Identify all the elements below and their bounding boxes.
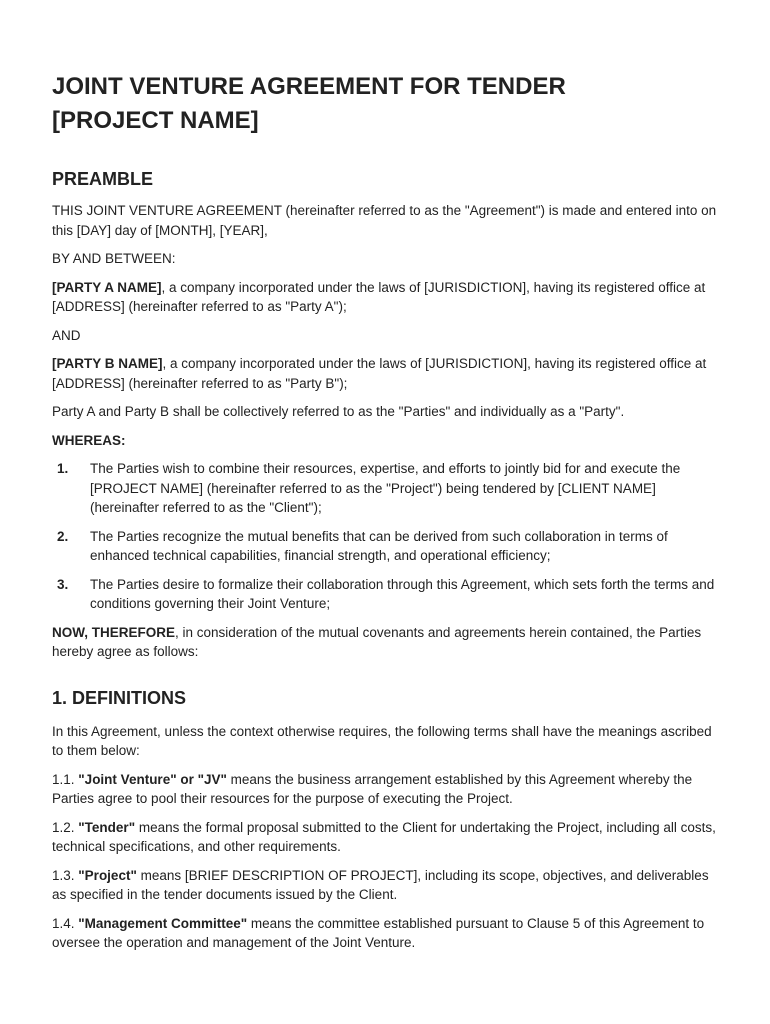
whereas-list [52,459,718,614]
definition-term: "Project" [78,867,137,883]
whereas-item [52,527,718,566]
party-b-name: [PARTY B NAME] [52,356,163,371]
document-title [52,70,718,138]
definition-text: means [BRIEF DESCRIPTION OF PROJECT], including its scope, objectives, and deliverables as specified in the tender documents issued by the Client. [52,867,709,902]
definitions-heading: 1. DEFINITIONS [52,687,187,708]
preamble-heading: PREAMBLE [52,169,154,189]
definition-item [52,914,718,953]
definition-text: means the committee established pursuant to Clause 5 of this Agreement to oversee the operation and management of the Joint Venture. [52,915,705,950]
now-therefore-text: , in consideration of the mutual covenants and agreements herein contained, the Parties hereby agree as follows: [52,624,702,659]
definition-text: means the business arrangement established by this Agreement whereby the Parties agree to pool their resources for the purpose of executing the Project. [52,771,693,806]
party-b-paragraph [52,354,718,393]
definition-number: 1.4. [52,915,79,931]
definition-term: "Joint Venture" or "JV" [78,771,227,787]
preamble-intro: THIS JOINT VENTURE AGREEMENT (hereinafter referred to as the "Agreement") is made and entered into on this [DAY] day of [MONTH], [YEAR], [52,203,717,238]
definition-item [52,866,718,905]
by-and-between: BY AND BETWEEN: [52,251,176,266]
whereas-item [52,459,718,518]
collective-definition: Party A and Party B shall be collectively referred to as the "Parties" and individually as a "Party". [52,404,625,419]
now-therefore-paragraph [52,623,718,662]
definition-term: "Management Committee" [78,915,248,931]
definition-item [52,818,718,857]
definition-text: means the formal proposal submitted to the Client for undertaking the Project, including all costs, technical specifications, and other requirements. [52,819,716,854]
whereas-item-text: The Parties wish to combine their resources, expertise, and efforts to jointly bid for and execute the [PROJECT NAME] (hereinafter referred to as the "Project") being tendered by [CLIENT NAME] (hereinafter referred to as the "Client"); [90,461,681,515]
whereas-item-number: 2. [57,528,69,544]
party-a-paragraph [52,278,718,317]
whereas-item [52,575,718,614]
and-separator: AND [52,327,81,343]
whereas-label: WHEREAS: [52,432,126,448]
definition-item [52,770,718,809]
party-a-text: , a company incorporated under the laws of [JURISDICTION], having its registered office at [ADDRESS] (hereinafter referred to as "Party A"); [52,279,706,314]
whereas-item-text: The Parties desire to formalize their collaboration through this Agreement, which sets forth the terms and conditions governing their Joint Venture; [90,576,715,611]
definition-number: 1.3. [52,867,79,883]
now-therefore-label: NOW, THEREFORE [52,624,176,640]
definition-number: 1.2. [52,819,79,835]
document-title-line-2: [PROJECT NAME] [52,107,259,134]
whereas-item-number: 3. [57,576,69,592]
whereas-item-number: 1. [57,461,69,476]
whereas-item-text: The Parties recognize the mutual benefits that can be derived from such collaboration in terms of enhanced technical capabilities, financial strength, and operational efficiency; [90,528,668,563]
party-a-name: [PARTY A NAME] [52,279,162,295]
definition-term: "Tender" [78,819,136,835]
party-b-text: , a company incorporated under the laws of [JURISDICTION], having its registered office at [ADDRESS] (hereinafter referred to as "Party B"); [52,356,707,391]
document-title-line-1: JOINT VENTURE AGREEMENT FOR TENDER [52,73,566,100]
definition-number: 1.1. [52,771,79,787]
definitions-intro: In this Agreement, unless the context otherwise requires, the following terms shall have the meanings ascribed to them below: [52,723,712,758]
